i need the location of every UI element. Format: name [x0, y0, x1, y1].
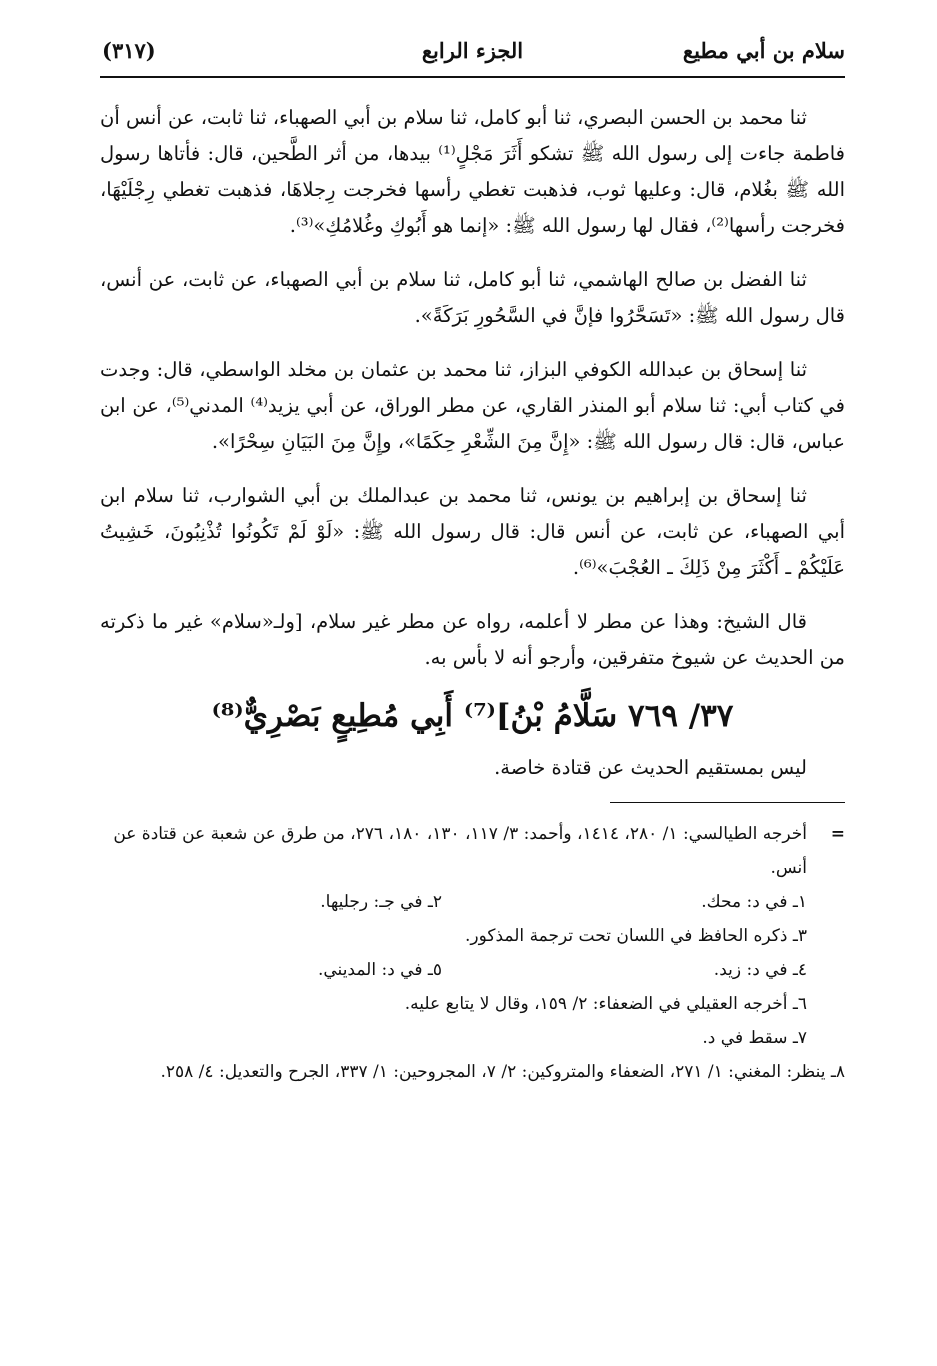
footnote-3: ٣ـ ذكره الحافظ في اللسان تحت ترجمة المذكور.: [465, 926, 807, 946]
header-page-number: (٣١٧): [102, 38, 156, 63]
paragraph-4: ثنا إسحاق بن إبراهيم بن يونس، ثنا محمد بن عبدالملك بن أبي الشوارب، ثنا سلام ابن أبي الصهباء، عن ثابت، عن أنس قال: قال رسول الله ﷺ: «لَوْ لَمْ تَكُونُوا تُذْنِبُونَ، خَشِيتُ عَلَيْكُمْ ـ أَكْثَرَ مِنْ ذَلِكَ ـ العُجْبَ»⁽⁶⁾.: [100, 484, 845, 579]
paragraph-5: قال الشيخ: وهذا عن مطر لا أعلمه، رواه عن مطر غير سلام، [ولـ«سلام» غير ما ذكرته من الحديث عن شيوخ متفرقين، وأرجو أنه لا بأس به.: [100, 610, 845, 669]
continuation-marker: =: [830, 824, 845, 844]
section-title: ٣٧/ ٧٦٩ سَلَّامُ بْنُ]⁽⁷⁾ أَبِي مُطِيعٍ بَصْرِيٌّ⁽⁸⁾: [211, 698, 734, 734]
footnote-5: ٥ـ في د: المديني.: [317, 960, 442, 980]
paragraph-1: ثنا محمد بن الحسن البصري، ثنا أبو كامل، ثنا سلام بن أبي الصهباء، ثنا ثابت، عن أنس أن فاطمة جاءت إلى رسول الله ﷺ تشكو أَثَرَ مَجْلٍ⁽¹⁾ بيدها، من أثر الطَّحين، قال: فأتاها رسول الله ﷺ بغُلام، قال: وعليها ثوب، فذهبت تغطي رأسها فخرجت رِجلاهَا، فذهبت تغطي رِجْلَيْهَا، فخرجت رأسها⁽²⁾، فقال لها رسول الله ﷺ: «إنما هو أَبُوكِ وغُلامُكِ»⁽³⁾.: [100, 106, 845, 237]
footnote-rule: [610, 802, 845, 803]
footnote-7: ٧ـ سقط في د.: [702, 1028, 807, 1048]
page: [100, 30, 845, 1089]
footnote-4: ٤ـ في د: زيد.: [713, 960, 807, 980]
continuation-text: أخرجه الطيالسي: ١/ ٢٨٠، ١٤١٤، وأحمد: ٣/ ١١٧، ١٣٠، ١٨٠، ٢٧٦، من طرق عن شعبة عن قتادة عن أنس.: [113, 824, 807, 878]
header-volume: الجزء الرابع: [421, 38, 524, 63]
footnote-6: ٦ـ أخرجه العقيلي في الضعفاء: ٢/ ١٥٩، وقال لا يتابع عليه.: [404, 994, 807, 1014]
section-note: ليس بمستقيم الحديث عن قتادة خاصة.: [494, 756, 807, 779]
running-header: [100, 30, 845, 74]
footnote-row-1-2: [100, 885, 845, 919]
paragraph-3: ثنا إسحاق بن عبدالله الكوفي البزاز، ثنا محمد بن عثمان بن مخلد الواسطي، قال: وجدت في كتاب أبي: ثنا سلام أبو المنذر القاري، عن مطر الوراق، عن أبي يزيد⁽⁴⁾ المدني⁽⁵⁾، عن ابن عباس، قال: قال رسول الله ﷺ: «إِنَّ مِنَ الشِّعْرِ حِكَمًا»، وإِنَّ مِنَ البَيَانِ سِحْرًا».: [100, 358, 846, 453]
footnote-1: ١ـ في د: محك.: [701, 892, 807, 912]
footnote-8: ٨ـ ينظر: المغني: ١/ ٢٧١، الضعفاء والمتروكين: ٢/ ٧، المجروحين: ١/ ٣٣٧، الجرح والتعديل: ٤/ ٢٥٨.: [160, 1062, 845, 1082]
footnote-row-4-5: [100, 953, 845, 987]
footnote-2: ٢ـ في جـ: رجليها.: [320, 892, 442, 912]
header-book-title: سلام بن أبي مطيع: [682, 38, 845, 63]
footnotes: [100, 817, 845, 1089]
header-rule: [100, 76, 845, 78]
main-text: [100, 100, 845, 786]
footnote-continuation: [100, 817, 845, 885]
paragraph-2: ثنا الفضل بن صالح الهاشمي، ثنا أبو كامل، ثنا سلام بن أبي الصهباء، عن ثابت، عن أنس، قال رسول الله ﷺ: «تَسَحَّرُوا فإنَّ في السَّحُورِ بَرَكَةً».: [100, 268, 845, 327]
